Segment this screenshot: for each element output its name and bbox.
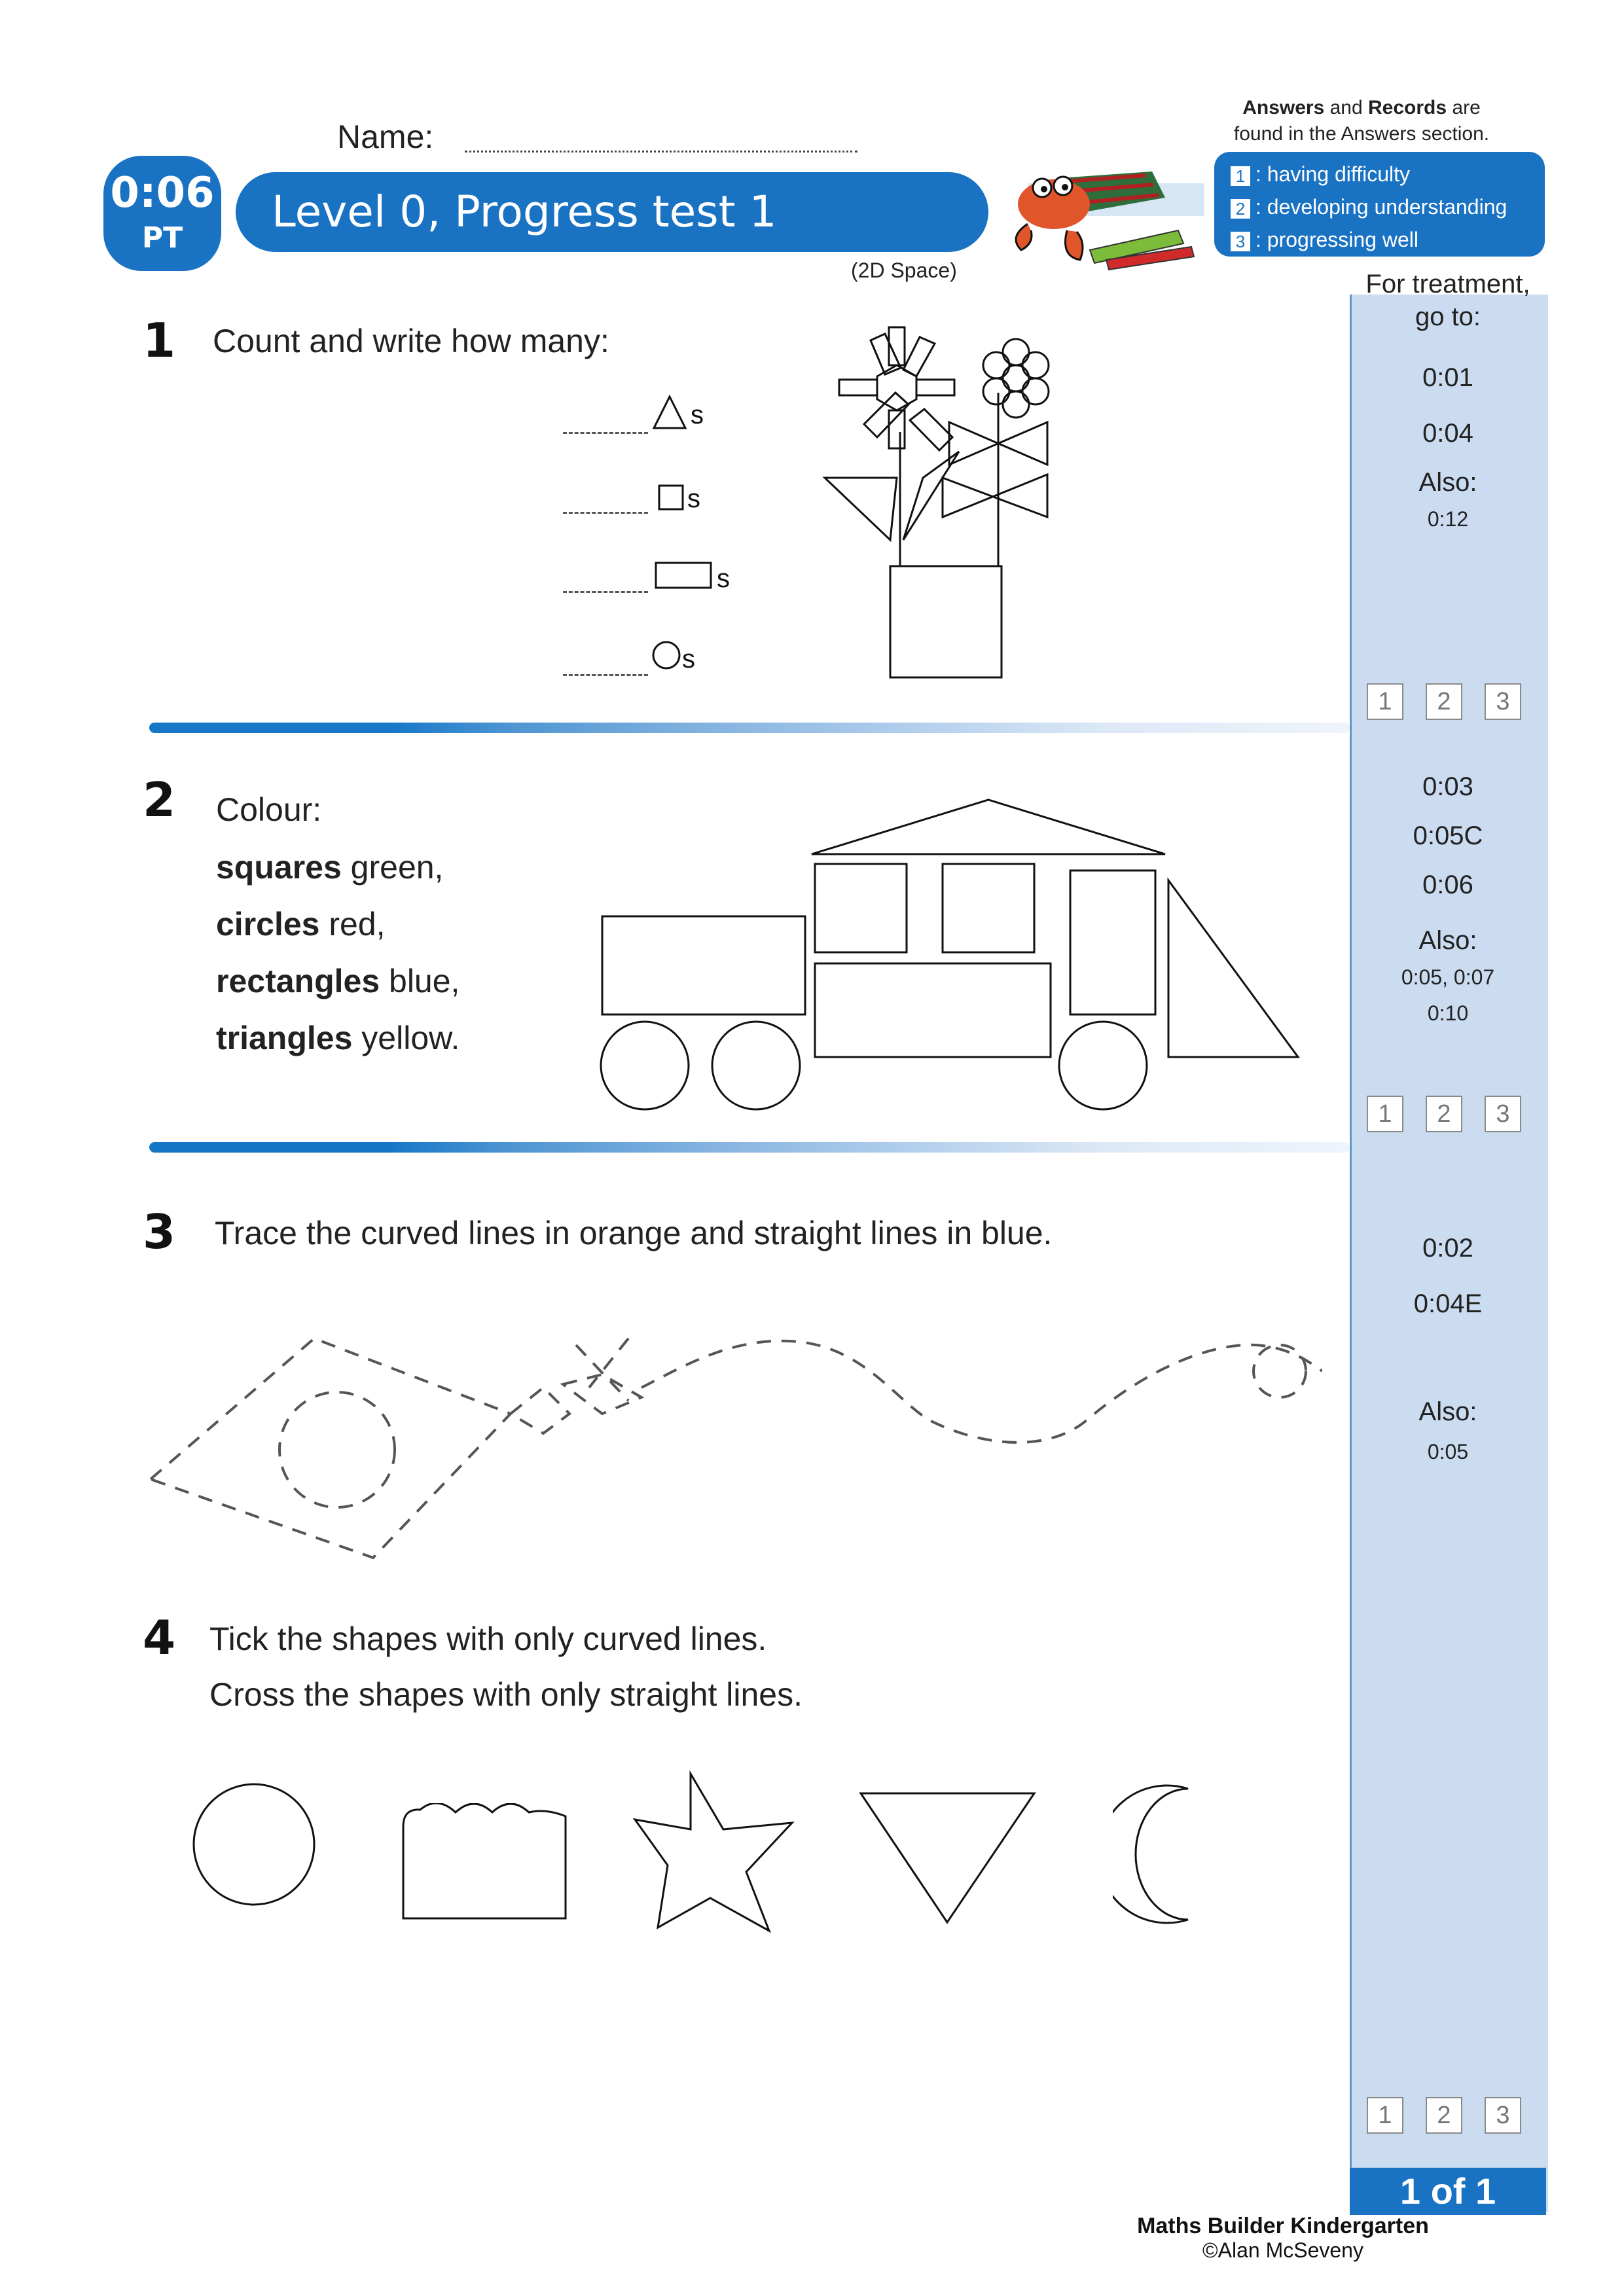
- crescent-moon-shape[interactable]: [1113, 1784, 1204, 1928]
- key-num: 1: [1231, 166, 1250, 186]
- treatment-code[interactable]: 0:05C: [1413, 821, 1483, 850]
- treatment-code[interactable]: 0:04: [1422, 419, 1473, 448]
- treatment-code[interactable]: 0:03: [1422, 772, 1473, 801]
- question-text-line2: Cross the shapes with only straight lines.: [209, 1676, 803, 1713]
- key-num: 2: [1231, 199, 1250, 219]
- kite-tracing-picture[interactable]: [144, 1309, 1322, 1584]
- also-code[interactable]: 0:05, 0:07: [1401, 965, 1495, 989]
- flower-picture[interactable]: [785, 314, 1093, 681]
- colour-word: red,: [319, 906, 386, 942]
- answers-note: [1178, 97, 1545, 119]
- answers-end: are: [1447, 97, 1481, 118]
- name-label: Name:: [337, 118, 434, 155]
- train-picture[interactable]: [589, 792, 1316, 1119]
- colour-word: blue,: [380, 963, 460, 999]
- copyright: ©Alan McSeveny: [1202, 2238, 1363, 2262]
- key-row-1: [1231, 162, 1410, 187]
- shape-word: squares: [216, 849, 342, 886]
- colour-instruction: [216, 962, 460, 1000]
- also-label: Also:: [1418, 926, 1477, 955]
- answers-note-line2: found in the Answers section.: [1233, 123, 1490, 145]
- time-sub: PT: [141, 221, 183, 255]
- rating-box-3[interactable]: 3: [1485, 683, 1521, 720]
- question-number: 3: [143, 1204, 176, 1259]
- rating-box-2[interactable]: 2: [1426, 2097, 1462, 2134]
- key-row-3: [1231, 228, 1418, 252]
- also-code[interactable]: 0:10: [1427, 1001, 1469, 1025]
- time-code: 0:06: [110, 169, 215, 217]
- also-code[interactable]: 0:12: [1427, 507, 1469, 531]
- scalloped-rectangle-shape[interactable]: [401, 1803, 571, 1921]
- rating-box-1[interactable]: 1: [1367, 2097, 1403, 2134]
- name-field[interactable]: [465, 151, 857, 152]
- also-code[interactable]: 0:05: [1427, 1440, 1469, 1463]
- book-title: Maths Builder Kindergarten: [1137, 2214, 1429, 2238]
- answers-word: Answers: [1242, 97, 1325, 118]
- page-subtitle: (2D Space): [851, 259, 957, 282]
- rating-box-1[interactable]: 1: [1367, 1096, 1403, 1132]
- treatment-code[interactable]: 0:01: [1422, 363, 1473, 392]
- rating-box-3[interactable]: 3: [1485, 2097, 1521, 2134]
- question-text: Count and write how many:: [213, 323, 609, 359]
- treatment-code[interactable]: 0:04E: [1413, 1289, 1483, 1318]
- question-text-line1: Tick the shapes with only curved lines.: [209, 1621, 767, 1657]
- question-text: Trace the curved lines in orange and straight lines in blue.: [215, 1215, 1053, 1251]
- page-title: Level 0, Progress test 1: [272, 187, 777, 237]
- treatment-code[interactable]: 0:06: [1422, 870, 1473, 899]
- answer-blank-circles[interactable]: [563, 674, 648, 676]
- rectangle-icon: [655, 562, 713, 590]
- square-icon: [658, 484, 684, 511]
- colour-word: yellow.: [352, 1020, 460, 1056]
- shape-word: rectangles: [216, 963, 380, 999]
- rating-box-1[interactable]: 1: [1367, 683, 1403, 720]
- key-text: : progressing well: [1255, 228, 1418, 251]
- question-number: 4: [143, 1610, 176, 1665]
- section-divider: [149, 723, 1350, 733]
- colour-instruction: [216, 1019, 460, 1057]
- question-intro: Colour:: [216, 791, 322, 828]
- plural-suffix: s: [682, 645, 695, 673]
- answer-blank-squares[interactable]: [563, 512, 648, 514]
- key-text: : developing understanding: [1255, 195, 1507, 219]
- colour-word: green,: [341, 849, 444, 886]
- section-divider: [149, 1142, 1350, 1153]
- plural-suffix: s: [717, 564, 730, 593]
- shape-word: circles: [216, 906, 320, 942]
- answers-mid: and: [1324, 97, 1369, 118]
- triangle-icon: [651, 394, 688, 431]
- inverted-triangle-shape[interactable]: [857, 1788, 1041, 1932]
- colour-instruction: [216, 905, 386, 943]
- treatment-code[interactable]: 0:02: [1422, 1234, 1473, 1263]
- records-word: Records: [1368, 97, 1447, 118]
- question-number: 2: [143, 772, 176, 827]
- treatment-heading: For treatment,: [1365, 270, 1530, 298]
- key-row-2: [1231, 195, 1507, 219]
- page-counter: 1 of 1: [1350, 2168, 1546, 2215]
- also-label: Also:: [1418, 468, 1477, 497]
- question-number: 1: [143, 313, 176, 368]
- key-text: : having difficulty: [1255, 162, 1410, 186]
- star-shape[interactable]: [632, 1767, 802, 1937]
- rating-box-3[interactable]: 3: [1485, 1096, 1521, 1132]
- plural-suffix: s: [691, 401, 704, 429]
- colour-instruction: [216, 848, 443, 886]
- key-num: 3: [1231, 232, 1250, 251]
- answer-blank-triangles[interactable]: [563, 432, 648, 434]
- rating-box-2[interactable]: 2: [1426, 1096, 1462, 1132]
- circle-icon: [651, 640, 681, 670]
- answer-blank-rectangles[interactable]: [563, 591, 648, 593]
- plural-suffix: s: [687, 484, 700, 513]
- also-label: Also:: [1418, 1397, 1477, 1426]
- crayfish-mascot-icon: [982, 152, 1211, 283]
- treatment-heading-2: go to:: [1415, 302, 1481, 331]
- shape-word: triangles: [216, 1020, 353, 1056]
- rating-box-2[interactable]: 2: [1426, 683, 1462, 720]
